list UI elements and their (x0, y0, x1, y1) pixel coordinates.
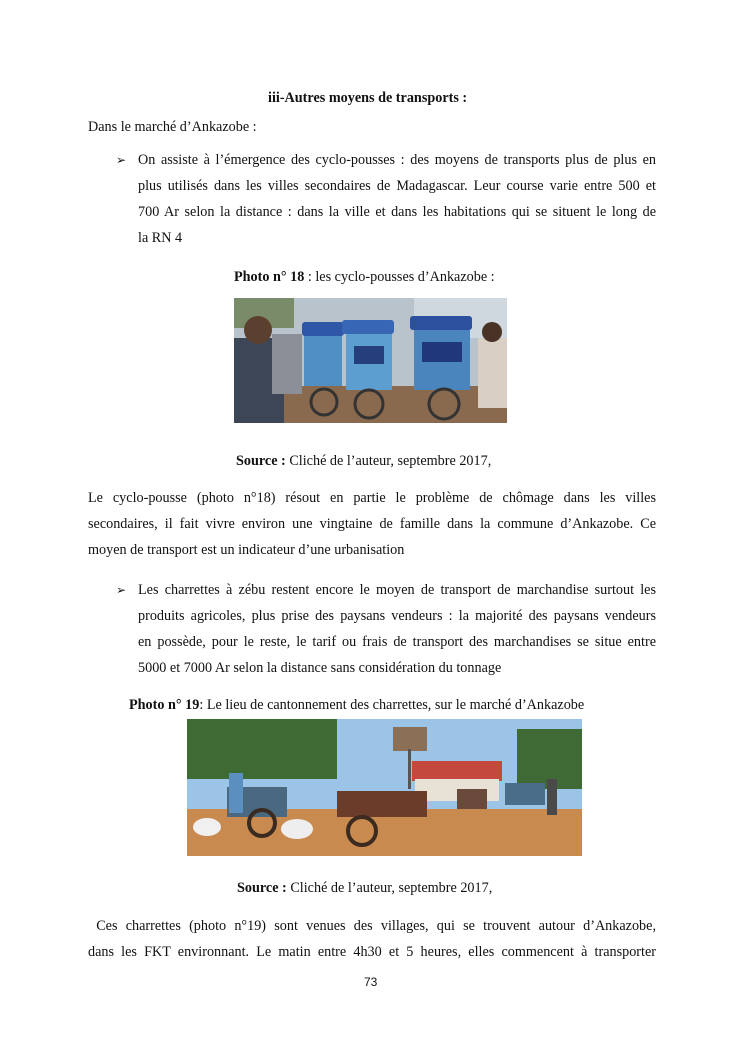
text-line: la RN 4 (138, 230, 183, 246)
photo18-caption-label: Photo n° 18 (234, 269, 305, 285)
section-heading: iii-Autres moyens de transports : (268, 90, 468, 106)
paragraph-charrettes (88, 913, 656, 965)
photo-charrettes (187, 719, 582, 856)
photo19-caption-label: Photo n° 19 (129, 697, 200, 713)
photo18-caption (234, 264, 495, 290)
photo18-source-label: Source : (236, 453, 286, 469)
text-line: plus utilisés dans les villes secondaires de Madagascar. Leur course varie entre 500 et (138, 178, 656, 194)
text-line: produits agricoles, plus prise des paysans vendeurs : la majorité des paysans vendeurs (138, 608, 656, 624)
photo19-source-label: Source : (237, 880, 287, 896)
photo19-source (237, 875, 492, 901)
bullet-arrow-icon: ➢ (116, 583, 127, 597)
photo18-source (236, 448, 491, 474)
photo-cyclo-pousses (234, 298, 507, 423)
text-line: Le cyclo-pousse (photo n°18) résout en partie le problème de chômage dans les villes (88, 490, 656, 506)
page-number: 73 (364, 975, 378, 989)
text-line: secondaires, il fait vivre environ une vingtaine de famille dans la commune d’Ankazobe. Ce (88, 516, 656, 532)
bullet-cyclo-pousses (138, 147, 656, 251)
text-line: en possède, pour le reste, le tarif ou frais de transport des marchandises se situe entre (138, 634, 656, 650)
intro-text: Dans le marché d’Ankazobe : (88, 119, 257, 135)
text-line: dans les FKT environnant. Le matin entre 4h30 et 5 heures, elles commencent à transporter (88, 944, 656, 960)
photo19-caption-text: : Le lieu de cantonnement des charrettes, sur le marché d’Ankazobe (199, 697, 585, 713)
text-line: Les charrettes à zébu restent encore le moyen de transport de marchandise surtout les (138, 582, 656, 598)
bullet-arrow-icon: ➢ (116, 153, 127, 167)
text-line: Ces charrettes (photo n°19) sont venues des villages, qui se trouvent autour d’Ankazobe, (88, 918, 656, 934)
text-line: 700 Ar selon la distance : dans la ville et dans les habitations qui se situent le long de (138, 204, 656, 220)
photo18-caption-text: : les cyclo-pousses d’Ankazobe : (304, 269, 495, 285)
bullet-charrettes (138, 577, 656, 681)
paragraph-cyclo-pousse (88, 485, 656, 563)
text-line: On assiste à l’émergence des cyclo-pousses : des moyens de transports plus de plus en (138, 152, 656, 168)
text-line: moyen de transport est un indicateur d’une urbanisation (88, 542, 405, 558)
photo18-source-text: Cliché de l’auteur, septembre 2017, (285, 453, 492, 469)
text-line: 5000 et 7000 Ar selon la distance sans considération du tonnage (138, 660, 502, 676)
photo19-source-text: Cliché de l’auteur, septembre 2017, (286, 880, 493, 896)
photo19-caption (129, 692, 584, 718)
